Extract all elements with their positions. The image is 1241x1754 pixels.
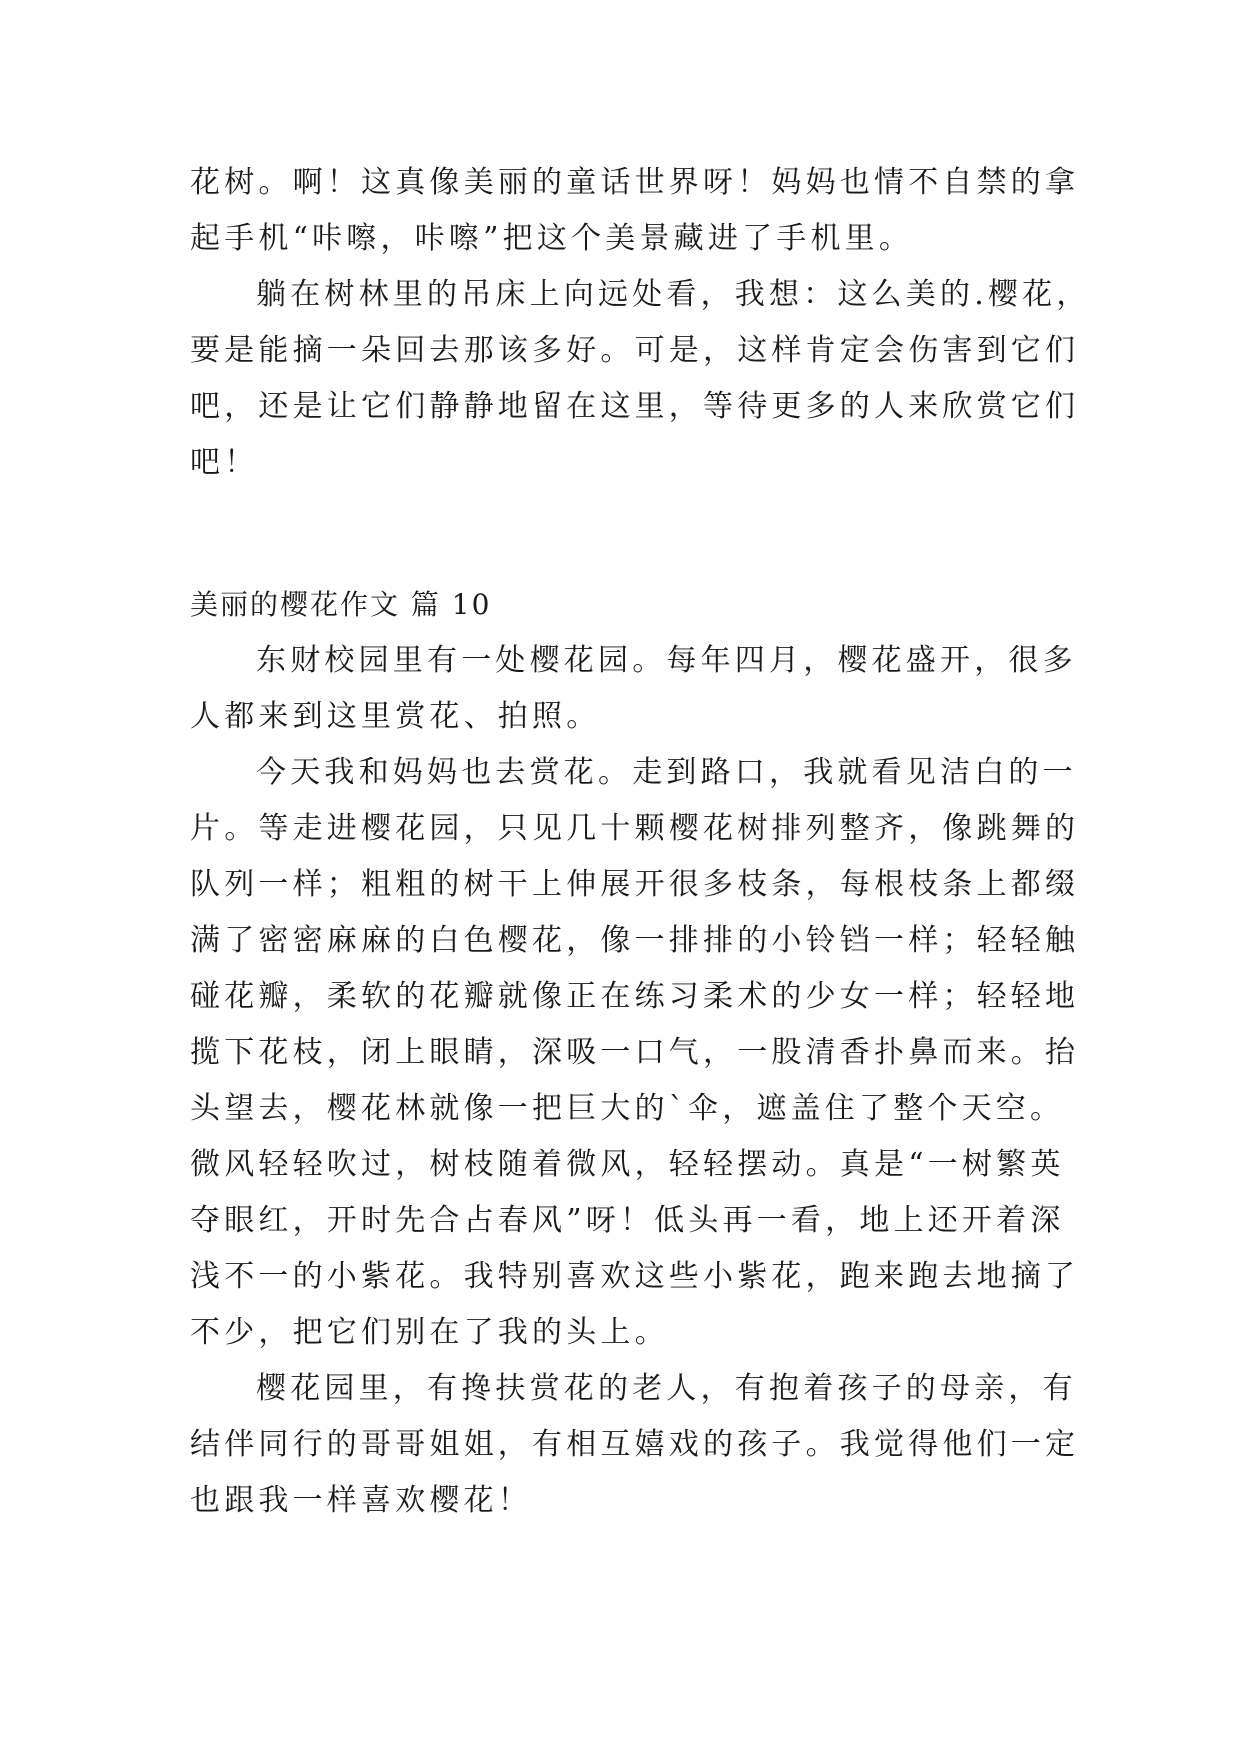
text-line: 夺眼红，开时先合占春风”呀！低头再一看，地上还开着深 [190, 1203, 1065, 1238]
text-line: 东财校园里有一处樱花园。每年四月，樱花盛开，很多 [256, 643, 1077, 678]
text-line: 头望去，樱花林就像一把巨大的`伞，遮盖住了整个天空。 [190, 1091, 1065, 1126]
text-line: 满了密密麻麻的白色樱花，像一排排的小铃铛一样；轻轻触 [190, 923, 1080, 958]
text-line: 花树。啊！这真像美丽的童话世界呀！妈妈也情不自禁的拿 [190, 165, 1080, 200]
text-line: 片。等走进樱花园，只见几十颗樱花树排列整齐，像跳舞的 [190, 811, 1080, 846]
text-line: 要是能摘一朵回去那该多好。可是，这样肯定会伤害到它们 [190, 333, 1080, 368]
text-line: 不少，把它们别在了我的头上。 [190, 1315, 669, 1350]
section-spacer [190, 491, 1070, 577]
document-body [190, 155, 1091, 1529]
text-line: 碰花瓣，柔软的花瓣就像正在练习柔术的少女一样；轻轻地 [190, 979, 1080, 1014]
text-line: 吧，还是让它们静静地留在这里，等待更多的人来欣赏它们 [190, 389, 1080, 424]
text-line: 揽下花枝，闭上眼睛，深吸一口气，一股清香扑鼻而来。抬 [190, 1035, 1080, 1070]
text-line: 躺在树林里的吊床上向远处看，我想：这么美的.樱花， [256, 277, 1091, 312]
text-line: 起手机“咔嚓，咔嚓”把这个美景藏进了手机里。 [190, 221, 914, 256]
text-line: 吧！ [190, 445, 259, 480]
text-line: 结伴同行的哥哥姐姐，有相互嬉戏的孩子。我觉得他们一定 [190, 1427, 1080, 1462]
text-line: 樱花园里，有搀扶赏花的老人，有抱着孩子的母亲，有 [256, 1371, 1077, 1406]
text-line: 人都来到这里赏花、拍照。 [190, 699, 601, 734]
text-line: 队列一样；粗粗的树干上伸展开很多枝条，每根枝条上都缀 [190, 867, 1080, 902]
section-heading: 美丽的樱花作文 篇 10 [190, 588, 492, 621]
text-line: 也跟我一样喜欢樱花！ [190, 1483, 532, 1518]
text-line: 今天我和妈妈也去赏花。走到路口，我就看见洁白的一 [256, 755, 1077, 790]
text-line: 微风轻轻吹过，树枝随着微风，轻轻摆动。真是“一树繁英 [190, 1147, 1065, 1182]
text-line: 浅不一的小紫花。我特别喜欢这些小紫花，跑来跑去地摘了 [190, 1259, 1080, 1294]
